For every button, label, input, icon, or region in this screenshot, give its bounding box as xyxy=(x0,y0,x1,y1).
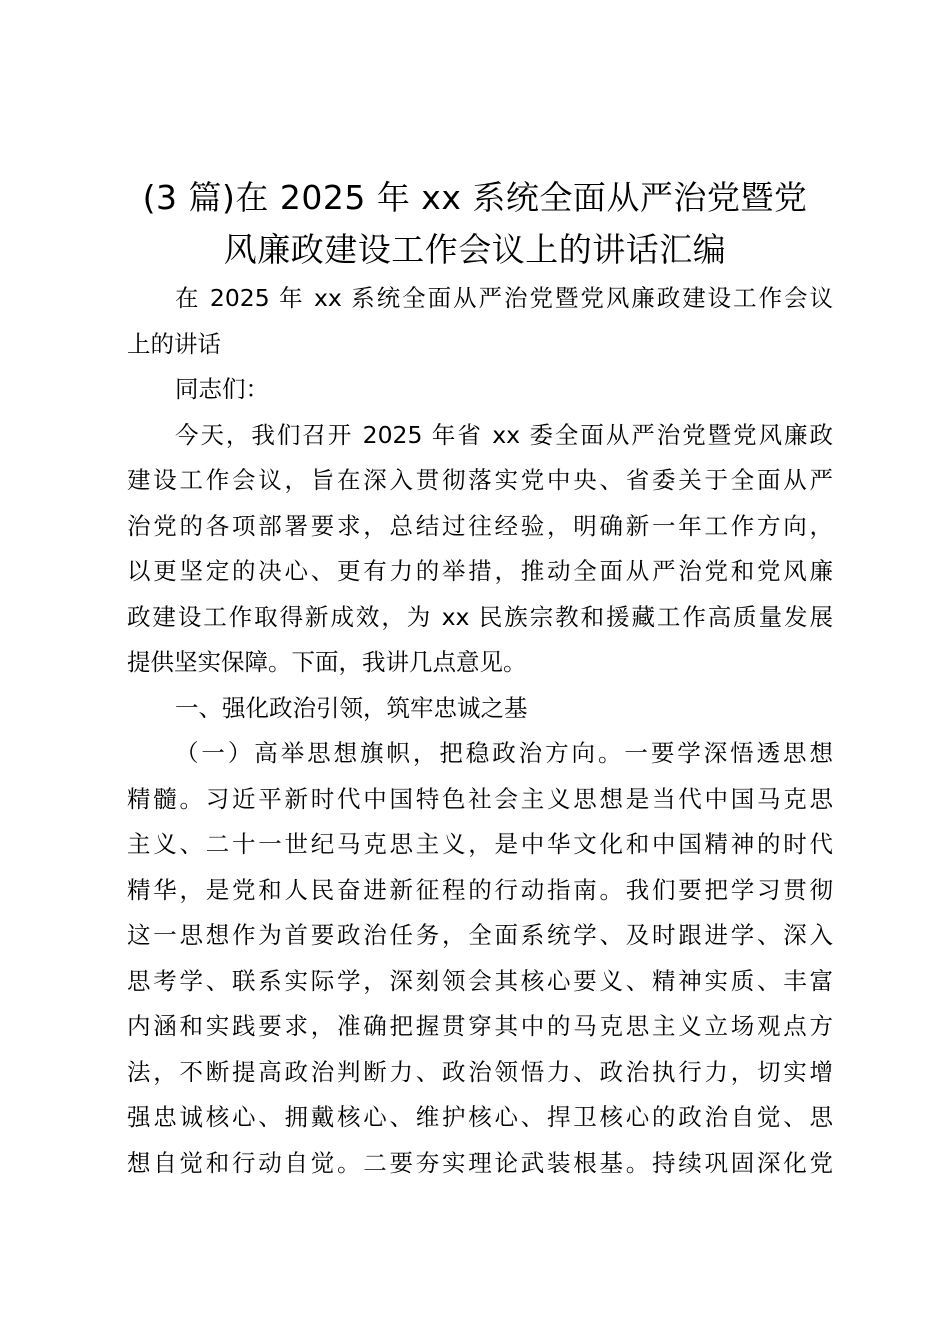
speech-subtitle-paragraph xyxy=(127,276,833,367)
text-line: 今天，我们召开 2025 年省 xx 委全面从严治党暨党风廉政 xyxy=(175,420,833,449)
section-1-1-paragraph xyxy=(127,731,833,1186)
document-body xyxy=(127,276,833,1186)
text-line: 精髓。习近平新时代中国特色社会主义思想是当代中国马克思 xyxy=(127,784,833,813)
text-line: 建设工作会议，旨在深入贯彻落实党中央、省委关于全面从严 xyxy=(127,466,833,494)
text-line: 思考学、联系实际学，深刻领会其核心要义、精神实质、丰富 xyxy=(127,966,833,995)
text-line: 治党的各项部署要求，总结过往经验，明确新一年工作方向， xyxy=(127,511,833,540)
title-line-1: (3 篇)在 2025 年 xx 系统全面从严治党暨党 xyxy=(142,178,808,217)
title-line-2: 风廉政建设工作会议上的讲话汇编 xyxy=(223,230,727,269)
text-line: 提供坚实保障。下面，我讲几点意见。 xyxy=(127,648,527,676)
text-line: 一、强化政治引领，筑牢忠诚之基 xyxy=(175,693,528,722)
intro-paragraph xyxy=(127,413,833,686)
section-heading-1 xyxy=(127,686,833,732)
text-line: 精华，是党和人民奋进新征程的行动指南。我们要把学习贯彻 xyxy=(127,875,833,904)
text-line: 上的讲话 xyxy=(127,329,221,358)
text-line: 政建设工作取得新成效，为 xx 民族宗教和援藏工作高质量发展 xyxy=(127,602,833,631)
text-line: 强忠诚核心、拥戴核心、维护核心、捍卫核心的政治自觉、思 xyxy=(127,1103,833,1131)
document-title xyxy=(100,172,850,276)
text-line: （一）高举思想旗帜，把稳政治方向。一要学深悟透思想 xyxy=(175,739,833,767)
text-line: 这一思想作为首要政治任务，全面系统学、及时跟进学、深入 xyxy=(127,921,833,949)
text-line: 同志们： xyxy=(175,375,269,403)
salutation-paragraph xyxy=(127,367,833,413)
text-line: 主义、二十一世纪马克思主义，是中华文化和中国精神的时代 xyxy=(127,830,833,858)
text-line: 以更坚定的决心、更有力的举措，推动全面从严治党和党风廉 xyxy=(127,557,833,585)
text-line: 在 2025 年 xx 系统全面从严治党暨党风廉政建设工作会议 xyxy=(175,284,833,312)
text-line: 内涵和实践要求，准确把握贯穿其中的马克思主义立场观点方 xyxy=(127,1012,833,1040)
text-line: 想自觉和行动自觉。二要夯实理论武装根基。持续巩固深化党 xyxy=(127,1148,833,1177)
text-line: 法，不断提高政治判断力、政治领悟力、政治执行力，切实增 xyxy=(127,1057,833,1086)
